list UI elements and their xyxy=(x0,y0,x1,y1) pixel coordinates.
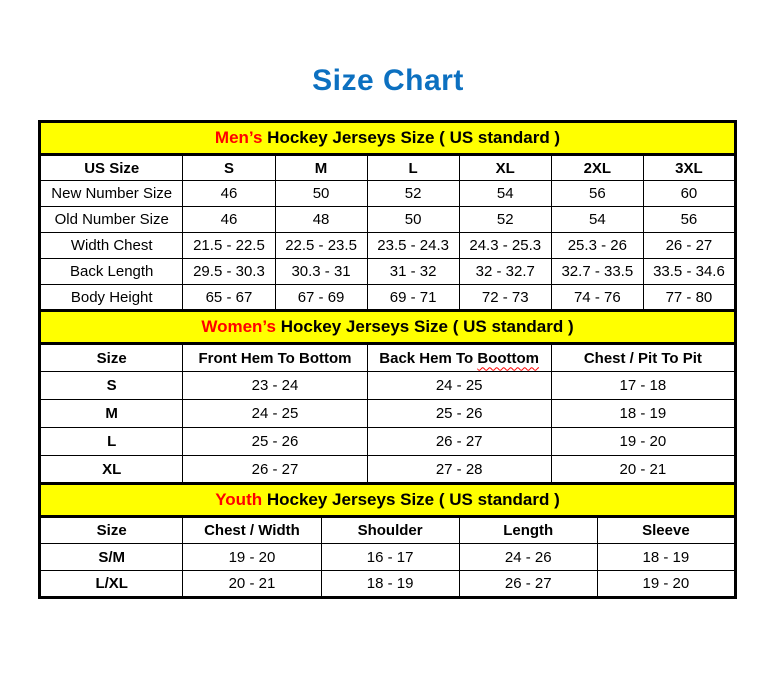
cell-value: 74 - 76 xyxy=(551,285,643,311)
cell-value: 46 xyxy=(183,207,275,233)
cell-value: 25 - 26 xyxy=(367,400,551,428)
cell-value: 32.7 - 33.5 xyxy=(551,259,643,285)
size-chart xyxy=(38,120,737,599)
cell-value: 69 - 71 xyxy=(367,285,459,311)
row-label: L xyxy=(40,428,183,456)
column-header: XL xyxy=(459,155,551,181)
misspelled-word: Boottom xyxy=(477,349,540,367)
mens-section-title: Men’s Hockey Jerseys Size ( US standard ) xyxy=(40,122,736,155)
cell-value: 72 - 73 xyxy=(459,285,551,311)
cell-value: 48 xyxy=(275,207,367,233)
youth-size-table xyxy=(38,482,737,599)
column-header: Back Hem To Boottom xyxy=(367,344,551,372)
table-row xyxy=(40,400,736,428)
cell-value: 52 xyxy=(367,181,459,207)
table-row xyxy=(40,207,736,233)
cell-value: 23 - 24 xyxy=(183,372,367,400)
page-title: Size Chart xyxy=(312,64,464,97)
cell-value: 19 - 20 xyxy=(551,428,735,456)
column-header: Sleeve xyxy=(597,517,735,544)
cell-value: 19 - 20 xyxy=(183,544,321,571)
mens-size-table xyxy=(38,120,737,312)
womens-section-title-row xyxy=(40,311,736,344)
cell-value: 21.5 - 22.5 xyxy=(183,233,275,259)
cell-value: 54 xyxy=(551,207,643,233)
table-row xyxy=(40,259,736,285)
cell-value: 60 xyxy=(643,181,735,207)
column-header: Size xyxy=(40,344,183,372)
cell-value: 18 - 19 xyxy=(597,544,735,571)
cell-value: 20 - 21 xyxy=(183,571,321,598)
cell-value: 18 - 19 xyxy=(321,571,459,598)
row-label: Body Height xyxy=(40,285,183,311)
table-row xyxy=(40,285,736,311)
cell-value: 32 - 32.7 xyxy=(459,259,551,285)
cell-value: 22.5 - 23.5 xyxy=(275,233,367,259)
table-row xyxy=(40,544,736,571)
womens-section-title-accent: Women’s xyxy=(201,317,276,336)
cell-value: 30.3 - 31 xyxy=(275,259,367,285)
cell-value: 24 - 25 xyxy=(183,400,367,428)
cell-value: 56 xyxy=(551,181,643,207)
mens-column-header-row xyxy=(40,155,736,181)
column-header: Length xyxy=(459,517,597,544)
row-label: L/XL xyxy=(40,571,183,598)
column-header: M xyxy=(275,155,367,181)
column-header: US Size xyxy=(40,155,183,181)
cell-value: 17 - 18 xyxy=(551,372,735,400)
row-label: M xyxy=(40,400,183,428)
mens-section-title-accent: Men’s xyxy=(214,128,263,147)
row-label: XL xyxy=(40,456,183,484)
cell-value: 26 - 27 xyxy=(643,233,735,259)
cell-value: 26 - 27 xyxy=(183,456,367,484)
table-row xyxy=(40,428,736,456)
column-header: 3XL xyxy=(643,155,735,181)
cell-value: 46 xyxy=(183,181,275,207)
cell-value: 25 - 26 xyxy=(183,428,367,456)
column-header: Shoulder xyxy=(321,517,459,544)
womens-column-header-row xyxy=(40,344,736,372)
youth-section-title-row xyxy=(40,484,736,517)
cell-value: 54 xyxy=(459,181,551,207)
cell-value: 24 - 25 xyxy=(367,372,551,400)
cell-value: 25.3 - 26 xyxy=(551,233,643,259)
table-row xyxy=(40,456,736,484)
cell-value: 27 - 28 xyxy=(367,456,551,484)
cell-value: 16 - 17 xyxy=(321,544,459,571)
column-header: L xyxy=(367,155,459,181)
cell-value: 67 - 69 xyxy=(275,285,367,311)
column-header: Size xyxy=(40,517,183,544)
youth-section-title-accent: Youth xyxy=(215,490,263,509)
column-header: Front Hem To Bottom xyxy=(183,344,367,372)
cell-value: 50 xyxy=(275,181,367,207)
womens-section-title: Women’s Hockey Jerseys Size ( US standard ) xyxy=(40,311,736,344)
mens-section-title-row xyxy=(40,122,736,155)
row-label: Back Length xyxy=(40,259,183,285)
column-header: 2XL xyxy=(551,155,643,181)
cell-value: 31 - 32 xyxy=(367,259,459,285)
cell-value: 24 - 26 xyxy=(459,544,597,571)
cell-value: 26 - 27 xyxy=(459,571,597,598)
column-header: Chest / Width xyxy=(183,517,321,544)
row-label: Old Number Size xyxy=(40,207,183,233)
cell-value: 26 - 27 xyxy=(367,428,551,456)
cell-value: 56 xyxy=(643,207,735,233)
womens-size-table xyxy=(38,309,737,485)
youth-section-title: Youth Hockey Jerseys Size ( US standard ) xyxy=(40,484,736,517)
row-label: S xyxy=(40,372,183,400)
cell-value: 29.5 - 30.3 xyxy=(183,259,275,285)
cell-value: 33.5 - 34.6 xyxy=(643,259,735,285)
table-row xyxy=(40,372,736,400)
table-row xyxy=(40,181,736,207)
column-header: S xyxy=(183,155,275,181)
cell-value: 24.3 - 25.3 xyxy=(459,233,551,259)
row-label: New Number Size xyxy=(40,181,183,207)
column-header: Chest / Pit To Pit xyxy=(551,344,735,372)
cell-value: 65 - 67 xyxy=(183,285,275,311)
cell-value: 77 - 80 xyxy=(643,285,735,311)
cell-value: 20 - 21 xyxy=(551,456,735,484)
row-label: Width Chest xyxy=(40,233,183,259)
table-row xyxy=(40,233,736,259)
cell-value: 50 xyxy=(367,207,459,233)
cell-value: 23.5 - 24.3 xyxy=(367,233,459,259)
table-row xyxy=(40,571,736,598)
cell-value: 52 xyxy=(459,207,551,233)
cell-value: 18 - 19 xyxy=(551,400,735,428)
row-label: S/M xyxy=(40,544,183,571)
cell-value: 19 - 20 xyxy=(597,571,735,598)
youth-column-header-row xyxy=(40,517,736,544)
